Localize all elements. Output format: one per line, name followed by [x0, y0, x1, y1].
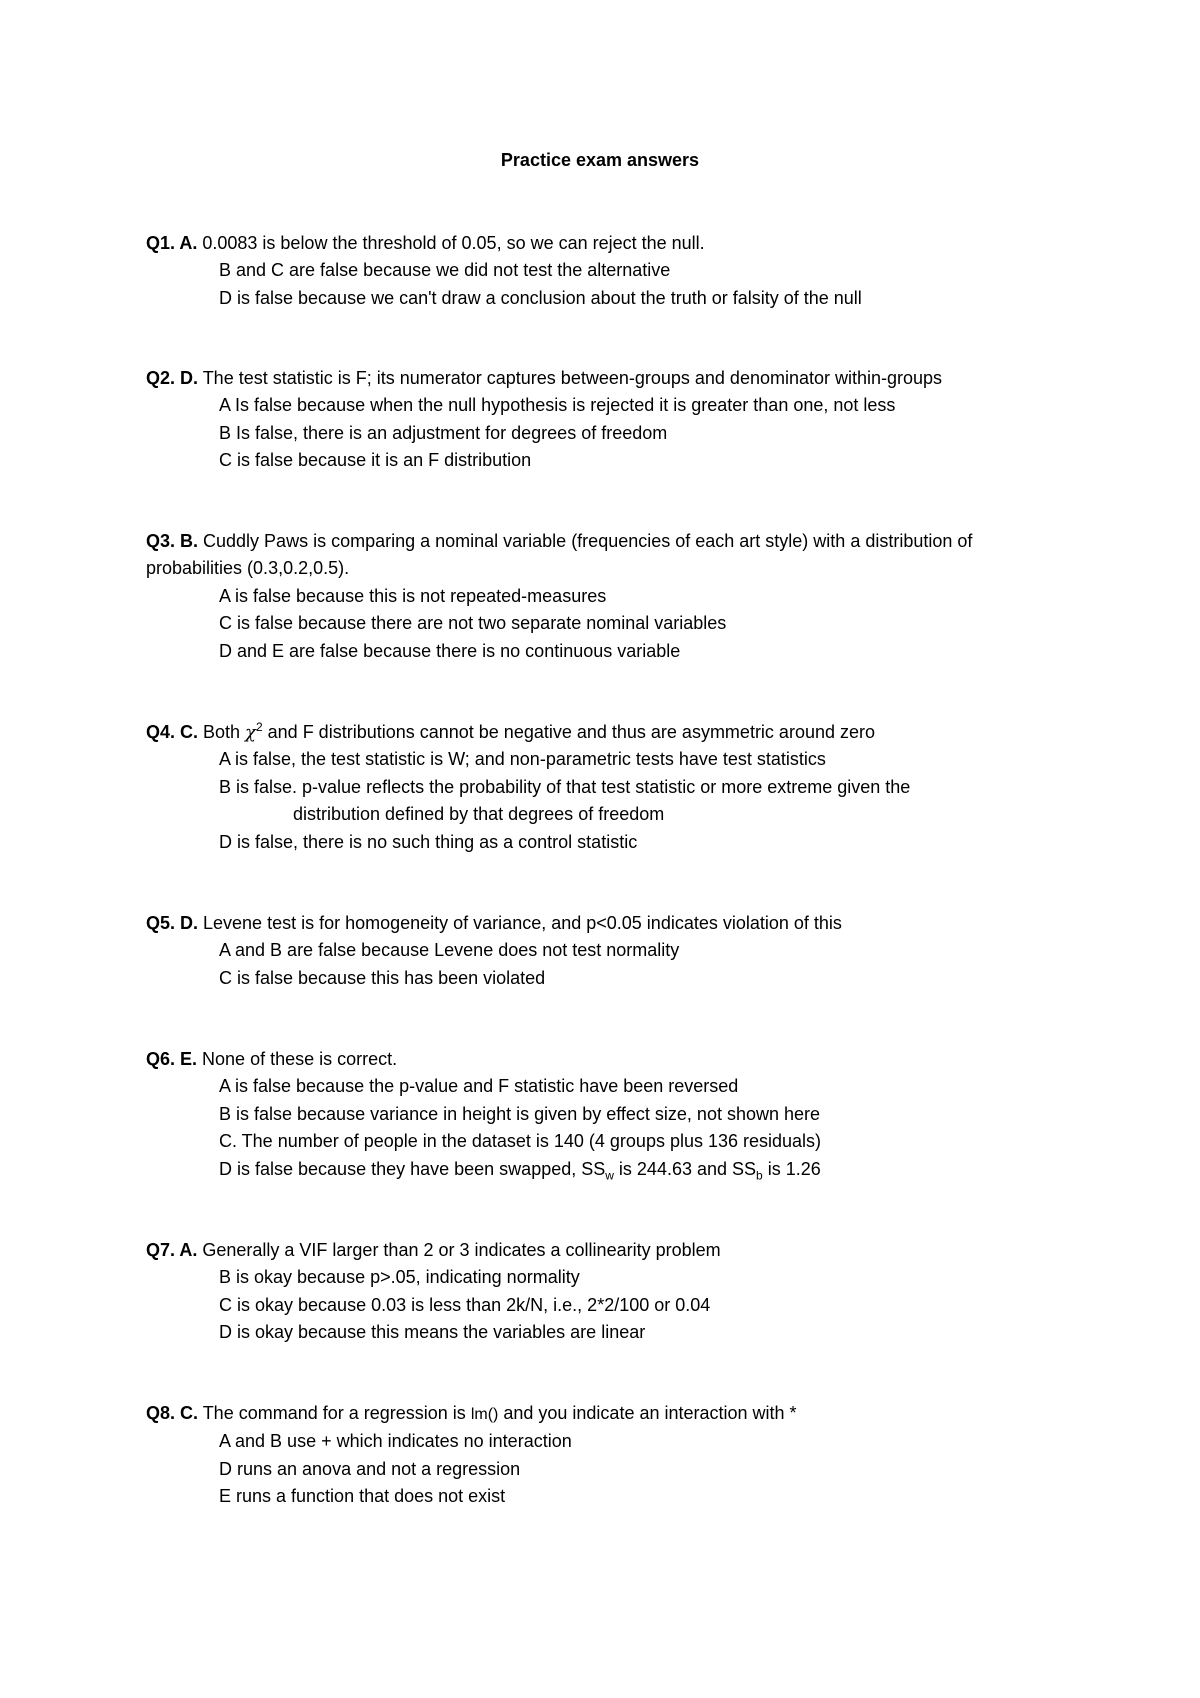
option-explanation: A Is false because when the null hypothesis is rejected it is greater than one, not less — [219, 395, 896, 416]
question-number: Q8. C. — [146, 1403, 199, 1423]
option-explanation: A is false, the test statistic is W; and non-parametric tests have test statistics — [219, 749, 826, 770]
question-number: Q7. A. — [146, 1240, 198, 1260]
question-answer-text: Both — [198, 722, 246, 742]
question-number: Q1. A. — [146, 233, 198, 253]
question-6 — [146, 1046, 1066, 1183]
question-answer-text: and you indicate an interaction with * — [498, 1403, 797, 1423]
option-explanation: D is okay because this means the variables are linear — [219, 1322, 646, 1343]
subscript: w — [605, 1168, 614, 1183]
option-text: is 244.63 and SS — [613, 1158, 757, 1179]
option-explanation: D is false because we can't draw a conclusion about the truth or falsity of the null — [219, 287, 862, 308]
option-explanation: D runs an anova and not a regression — [219, 1458, 521, 1479]
option-explanation — [146, 1156, 1066, 1183]
question-number: Q3. B. — [146, 531, 199, 551]
question-line — [146, 365, 1066, 392]
option-explanation: B Is false, there is an adjustment for degrees of freedom — [219, 422, 668, 443]
question-8 — [146, 1400, 1066, 1511]
question-line — [146, 719, 1066, 746]
code-snippet: lm() — [470, 1406, 499, 1423]
option-explanation: C is false because there are not two separate nominal variables — [219, 613, 727, 634]
option-explanation: A and B use + which indicates no interaction — [219, 1431, 572, 1452]
option-explanation: B is okay because p>.05, indicating normality — [219, 1267, 580, 1288]
question-answer-text: None of these is correct. — [197, 1049, 398, 1069]
option-text: is 1.26 — [762, 1158, 821, 1179]
question-line — [146, 1400, 1066, 1428]
question-number: Q2. D. — [146, 368, 199, 388]
option-explanation: A and B are false because Levene does not test normality — [219, 940, 680, 961]
option-explanation: C. The number of people in the dataset is 140 (4 groups plus 136 residuals) — [219, 1131, 822, 1152]
option-explanation: D and E are false because there is no continuous variable — [219, 640, 681, 661]
question-5 — [146, 910, 1066, 992]
chi-symbol: χ — [245, 722, 256, 743]
chi-superscript: 2 — [255, 720, 263, 734]
question-2 — [146, 365, 1066, 475]
question-answer-text: Generally a VIF larger than 2 or 3 indicates a collinearity problem — [197, 1240, 721, 1260]
option-explanation: D is false, there is no such thing as a control statistic — [219, 831, 638, 852]
option-explanation-continuation: distribution defined by that degrees of freedom — [293, 804, 665, 825]
question-line — [146, 1237, 1066, 1264]
option-explanation: C is false because this has been violated — [219, 967, 546, 988]
question-answer-text: Levene test is for homogeneity of variance, and p<0.05 indicates violation of this — [198, 913, 842, 933]
question-number: Q6. E. — [146, 1049, 198, 1069]
question-number: Q5. D. — [146, 913, 199, 933]
option-explanation: B is false. p-value reflects the probability of that test statistic or more extreme given the — [219, 776, 911, 797]
question-line — [146, 528, 1066, 583]
question-4 — [146, 719, 1066, 856]
option-explanation: E runs a function that does not exist — [219, 1486, 506, 1507]
question-answer-text: The test statistic is F; its numerator captures between-groups and denominator within-groups — [198, 368, 943, 388]
option-text: D is false because they have been swapped, SS — [219, 1158, 606, 1179]
question-line — [146, 910, 1066, 937]
question-line — [146, 1046, 1066, 1073]
question-number: Q4. C. — [146, 722, 199, 742]
question-answer-text: 0.0083 is below the threshold of 0.05, so we can reject the null. — [197, 233, 705, 253]
option-explanation: A is false because the p-value and F statistic have been reversed — [219, 1076, 739, 1097]
question-1 — [146, 230, 1066, 312]
option-explanation: C is false because it is an F distribution — [219, 450, 532, 471]
question-answer-text: Cuddly Paws is comparing a nominal variable (frequencies of each art style) with a distribution of probabilities (0.3,0.2,0.5). — [146, 531, 973, 579]
question-3 — [146, 528, 1066, 665]
question-answer-text: The command for a regression is — [198, 1403, 471, 1423]
page-title: Practice exam answers — [500, 150, 700, 170]
question-answer-text: and F distributions cannot be negative and thus are asymmetric around zero — [262, 722, 875, 742]
option-explanation: A is false because this is not repeated-measures — [219, 585, 607, 606]
option-explanation: C is okay because 0.03 is less than 2k/N, i.e., 2*2/100 or 0.04 — [219, 1294, 711, 1315]
subscript: b — [756, 1168, 763, 1183]
option-explanation: B and C are false because we did not test the alternative — [219, 260, 671, 281]
question-line — [146, 230, 1066, 257]
question-7 — [146, 1237, 1066, 1347]
option-explanation: B is false because variance in height is given by effect size, not shown here — [219, 1103, 821, 1124]
